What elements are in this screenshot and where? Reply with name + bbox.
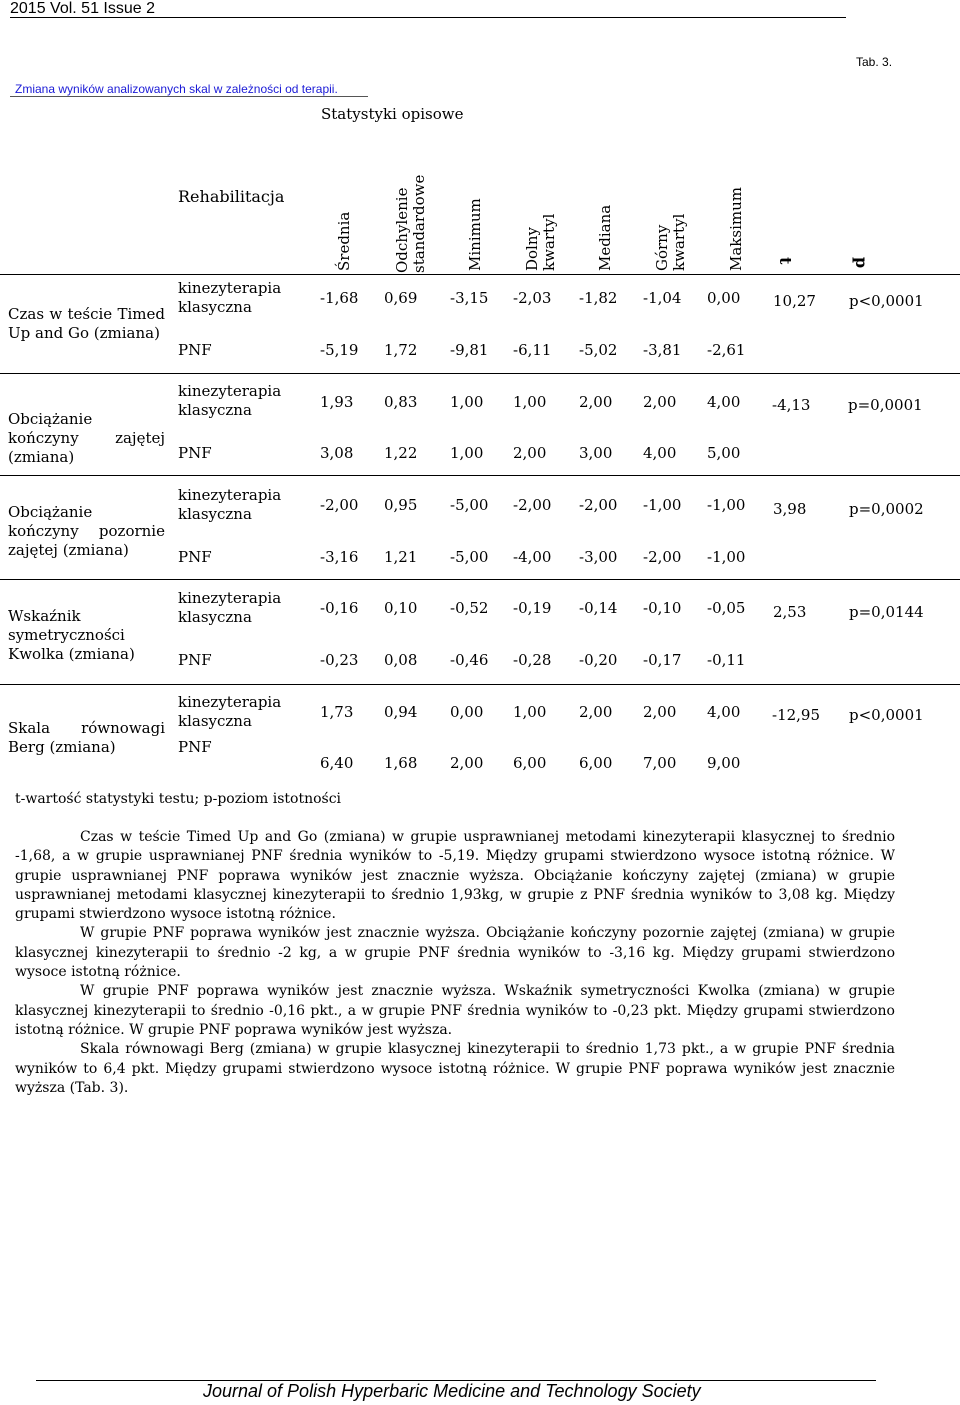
table-cell: 4,00 — [643, 444, 677, 462]
table-cell: 2,00 — [579, 393, 613, 411]
table-cell: -0,16 — [320, 599, 359, 617]
table-cell: 1,00 — [513, 703, 547, 721]
row-label-kwolek-symmetry-index: Wskaźnik symetryczności Kwolka (zmiana) — [8, 607, 135, 663]
table-caption: Zmiana wyników analizowanych skal w zależności od terapii. — [15, 82, 338, 96]
table-cell: 0,10 — [384, 599, 418, 617]
table-cell: 2,00 — [513, 444, 547, 462]
column-header-max: Maksimum — [727, 187, 745, 271]
rehab-column-header: Rehabilitacja — [178, 187, 285, 206]
table-cell: -3,00 — [579, 548, 618, 566]
table-cell: 1,22 — [384, 444, 418, 462]
row-label-affected-limb-load: Obciążanie kończyny zajętej (zmiana) — [8, 410, 165, 466]
table-cell: -0,23 — [320, 651, 359, 669]
table-cell: 0,94 — [384, 703, 418, 721]
table-cell: -1,00 — [707, 496, 746, 514]
column-header-lower-quartile: Dolny kwartyl — [523, 213, 558, 271]
table-number: Tab. 3. — [856, 55, 893, 69]
column-header-min: Minimum — [466, 198, 484, 271]
t-value: 3,98 — [773, 500, 807, 518]
group-label-classic: kinezyterapia klasyczna — [178, 486, 282, 523]
group-label-classic: kinezyterapia klasyczna — [178, 279, 282, 316]
table-cell: -0,10 — [643, 599, 682, 617]
table-cell: 1,72 — [384, 341, 418, 359]
table-cell: -0,11 — [707, 651, 746, 669]
paragraph: W grupie PNF poprawa wyników jest znacznie wyższa. Obciążanie kończyny pozornie zajętej (zmiana) w grupie klasycznej kinezyterapii to średnio -2 kg, a w grupie PNF średnia wyników to -3,16 kg. Między grupami stwierdzono wysoce istotną różnice. — [15, 925, 895, 981]
p-value: p=0,0144 — [849, 603, 924, 621]
group-label-pnf: PNF — [178, 444, 212, 462]
table-cell: -1,00 — [707, 548, 746, 566]
table-cell: 4,00 — [707, 393, 741, 411]
table-cell: -1,82 — [579, 289, 618, 307]
journal-issue-header: 2015 Vol. 51 Issue 2 — [10, 0, 155, 17]
table-cell: 0,00 — [450, 703, 484, 721]
table-cell: -1,04 — [643, 289, 682, 307]
group-label-classic: kinezyterapia klasyczna — [178, 693, 282, 730]
row-separator — [0, 684, 960, 685]
table-cell: -1,00 — [643, 496, 682, 514]
group-label-classic: kinezyterapia klasyczna — [178, 382, 282, 419]
table-cell: -0,46 — [450, 651, 489, 669]
table-cell: -0,05 — [707, 599, 746, 617]
table-cell: 4,00 — [707, 703, 741, 721]
table-cell: -2,00 — [320, 496, 359, 514]
t-value: 10,27 — [773, 292, 816, 310]
row-separator — [0, 475, 960, 476]
table-cell: 0,00 — [707, 289, 741, 307]
row-separator — [0, 373, 960, 374]
header-rule — [10, 17, 846, 18]
footer-journal-name: Journal of Polish Hyperbaric Medicine and Technology Society — [203, 1381, 701, 1401]
row-label-berg-balance-scale: Skala równowagi Berg (zmiana) — [8, 719, 165, 756]
p-value: p=0,0001 — [848, 396, 923, 414]
table-cell: -5,00 — [450, 548, 489, 566]
table-cell: -0,19 — [513, 599, 552, 617]
paragraph: Skala równowagi Berg (zmiana) w grupie klasycznej kinezyterapii to średnio 1,73 pkt., a w grupie PNF średnia wyników to 6,4 pkt. Między grupami stwierdzono wysoce istotną różnice. W grupie PNF poprawa wyników jest znacznie wyższa (Tab. 3). — [15, 1041, 895, 1096]
column-header-mean: Średnia — [335, 211, 353, 271]
table-cell: 1,73 — [320, 703, 354, 721]
table-cell: 7,00 — [643, 754, 677, 772]
table-cell: 3,00 — [579, 444, 613, 462]
table-cell: -9,81 — [450, 341, 489, 359]
paragraph: Czas w teście Timed Up and Go (zmiana) w grupie usprawnianej metodami kinezyterapii klasycznej to średnio -1,68, a w grupie usprawnianej PNF średnia wyników to -5,19. Między grupami stwierdzono wysoce istotną różnice. W grupie usprawnianej PNF poprawa wyników jest znacznie wyższa. Obciążanie kończyny zajętej (zmiana) w grupie usprawnianej metodami klasycznej kinezyterapii to średnio 1,93kg, w grupie z PNF średnia wyników to 3,08 kg. Między grupami stwierdzono wysoce istotną różnice. — [15, 829, 895, 923]
table-cell: -3,81 — [643, 341, 682, 359]
table-title: Statystyki opisowe — [321, 105, 464, 123]
table-cell: 6,40 — [320, 754, 354, 772]
paragraph: W grupie PNF poprawa wyników jest znacznie wyższa. Wskaźnik symetryczności Kwolka (zmiana) w grupie klasycznej kinezyterapii to średnio -0,16 pkt., a w grupie PNF średnia wyników to -0,23 pkt. Między grupami stwierdzono istotną różnice. W grupie PNF poprawa wyników jest wyższa. — [15, 983, 895, 1038]
table-cell: 2,00 — [643, 703, 677, 721]
table-cell: -2,61 — [707, 341, 746, 359]
row-separator — [0, 579, 960, 580]
group-label-pnf: PNF — [178, 738, 212, 756]
table-cell: 9,00 — [707, 754, 741, 772]
table-cell: -5,02 — [579, 341, 618, 359]
table-cell: -0,20 — [579, 651, 618, 669]
group-label-pnf: PNF — [178, 651, 212, 669]
p-value: p<0,0001 — [849, 706, 924, 724]
t-value: -4,13 — [772, 396, 811, 414]
table-cell: 2,00 — [450, 754, 484, 772]
table-footnote: t-wartość statystyki testu; p-poziom istotności — [15, 791, 342, 807]
table-cell: 1,21 — [384, 548, 418, 566]
caption-rule — [10, 96, 368, 97]
column-header-sd: Odchylenie standardowe — [393, 174, 428, 273]
table-cell: -3,15 — [450, 289, 489, 307]
column-header-t: t — [776, 257, 795, 265]
table-cell: -5,19 — [320, 341, 359, 359]
table-cell: -2,00 — [513, 496, 552, 514]
t-value: 2,53 — [773, 603, 807, 621]
t-value: -12,95 — [772, 706, 821, 724]
table-cell: 2,00 — [579, 703, 613, 721]
table-cell: 2,00 — [643, 393, 677, 411]
table-cell: -2,00 — [579, 496, 618, 514]
row-label-timed-up-and-go: Czas w teście Timed Up and Go (zmiana) — [8, 305, 165, 342]
table-cell: -2,00 — [643, 548, 682, 566]
table-cell: 0,08 — [384, 651, 418, 669]
group-label-pnf: PNF — [178, 341, 212, 359]
table-cell: 0,83 — [384, 393, 418, 411]
table-cell: 6,00 — [579, 754, 613, 772]
row-label-seemingly-affected-limb-load: Obciążanie kończyny pozornie zajętej (zmiana) — [8, 503, 165, 559]
table-cell: 1,68 — [384, 754, 418, 772]
table-cell: 3,08 — [320, 444, 354, 462]
table-cell: -0,14 — [579, 599, 618, 617]
table-cell: -2,03 — [513, 289, 552, 307]
table-cell: -6,11 — [513, 341, 552, 359]
table-cell: 6,00 — [513, 754, 547, 772]
column-header-median: Mediana — [596, 204, 614, 271]
table-cell: -0,17 — [643, 651, 682, 669]
body-text — [15, 828, 895, 1098]
column-header-p: p — [852, 257, 871, 269]
table-cell: 0,95 — [384, 496, 418, 514]
table-cell: -5,00 — [450, 496, 489, 514]
table-cell: 1,93 — [320, 393, 354, 411]
p-value: p<0,0001 — [849, 292, 924, 310]
group-label-pnf: PNF — [178, 548, 212, 566]
table-cell: 5,00 — [707, 444, 741, 462]
header-separator — [0, 274, 960, 275]
table-cell: 0,69 — [384, 289, 418, 307]
table-cell: 1,00 — [513, 393, 547, 411]
table-cell: -0,52 — [450, 599, 489, 617]
table-cell: -1,68 — [320, 289, 359, 307]
column-header-upper-quartile: Górny kwartyl — [653, 213, 688, 271]
table-cell: 1,00 — [450, 393, 484, 411]
p-value: p=0,0002 — [849, 500, 924, 518]
table-cell: -4,00 — [513, 548, 552, 566]
table-cell: -3,16 — [320, 548, 359, 566]
table-cell: 1,00 — [450, 444, 484, 462]
table-cell: -0,28 — [513, 651, 552, 669]
group-label-classic: kinezyterapia klasyczna — [178, 589, 282, 626]
